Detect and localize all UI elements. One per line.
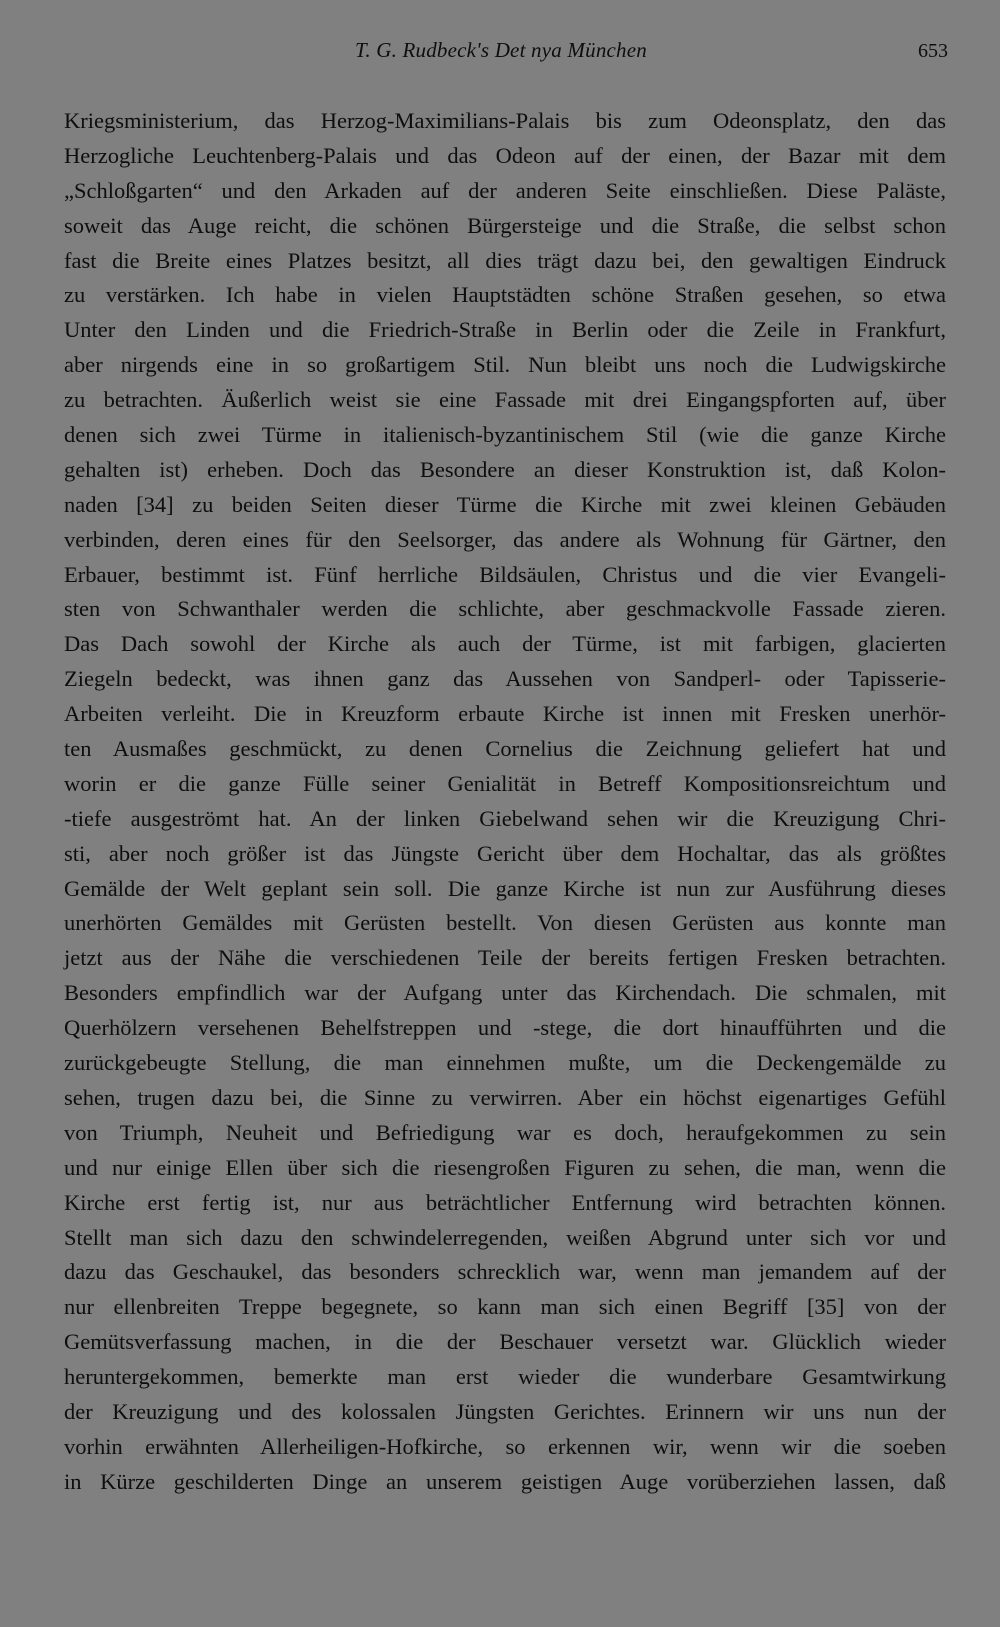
text-line: dazu das Geschaukel, das besonders schrecklich war, wenn man jemandem auf der — [64, 1259, 946, 1285]
text-line: verbinden, deren eines für den Seelsorger, das andere als Wohnung für Gärtner, den — [64, 526, 946, 552]
text-line: sti, aber noch größer ist das Jüngste Gericht über dem Hochaltar, das als größtes — [64, 840, 946, 866]
text-line: Gemälde der Welt geplant sein soll. Die ganze Kirche ist nun zur Ausführung dieses — [64, 875, 946, 901]
text-line: der Kreuzigung und des kolossalen Jüngsten Gerichtes. Erinnern wir uns nun der — [64, 1398, 946, 1424]
text-line: Herzogliche Leuchtenberg-Palais und das Odeon auf der einen, der Bazar mit dem — [64, 142, 946, 168]
text-line: nur ellenbreiten Treppe begegnete, so kann man sich einen Begriff [35] von der — [64, 1294, 946, 1320]
text-line: Kriegsministerium, das Herzog-Maximilians-Palais bis zum Odeonsplatz, den das — [64, 108, 946, 133]
text-line: worin er die ganze Fülle seiner Genialität in Betreff Kompositionsreichtum und — [64, 770, 946, 796]
text-line: Arbeiten verleiht. Die in Kreuzform erbaute Kirche ist innen mit Fresken unerhör- — [64, 701, 946, 727]
text-line: Kirche erst fertig ist, nur aus beträchtlicher Entfernung wird betrachten können. — [64, 1189, 946, 1215]
text-line: Das Dach sowohl der Kirche als auch der Türme, ist mit farbigen, glacierten — [64, 631, 946, 657]
text-line: zurückgebeugte Stellung, die man einnehmen mußte, um die Deckengemälde zu — [64, 1050, 946, 1076]
text-line: jetzt aus der Nähe die verschiedenen Teile der bereits fertigen Fresken betrachten. — [64, 945, 946, 971]
text-line: ten Ausmaßes geschmückt, zu denen Cornelius die Zeichnung geliefert hat und — [64, 736, 946, 762]
text-line: Erbauer, bestimmt ist. Fünf herrliche Bildsäulen, Christus und die vier Evangeli- — [64, 561, 946, 587]
page-header — [0, 38, 1000, 68]
text-line: Ziegeln bedeckt, was ihnen ganz das Aussehen von Sandperl- oder Tapisserie- — [64, 666, 946, 692]
text-line: denen sich zwei Türme in italienisch-byzantinischem Stil (wie die ganze Kirche — [64, 422, 946, 448]
text-line: Besonders empfindlich war der Aufgang unter das Kirchendach. Die schmalen, mit — [64, 980, 946, 1006]
text-line: Querhölzern versehenen Behelfstreppen und -stege, die dort hinaufführten und die — [64, 1015, 946, 1041]
text-line: naden [34] zu beiden Seiten dieser Türme die Kirche mit zwei kleinen Gebäuden — [64, 491, 946, 517]
text-line: sehen, trugen dazu bei, die Sinne zu verwirren. Aber ein höchst eigenartiges Gefühl — [64, 1084, 946, 1110]
text-line: „Schloßgarten“ und den Arkaden auf der anderen Seite einschließen. Diese Paläste, — [64, 177, 946, 203]
page-number: 653 — [918, 40, 948, 62]
text-line: Stellt man sich dazu den schwindelerregenden, weißen Abgrund unter sich vor und — [64, 1224, 946, 1250]
text-line: zu betrachten. Äußerlich weist sie eine Fassade mit drei Eingangspforten auf, über — [64, 387, 946, 413]
text-line: Unter den Linden und die Friedrich-Straße in Berlin oder die Zeile in Frankfurt, — [64, 317, 946, 343]
text-line: heruntergekommen, bemerkte man erst wieder die wunderbare Gesamtwirkung — [64, 1364, 946, 1390]
text-line: sten von Schwanthaler werden die schlichte, aber geschmackvolle Fassade zieren. — [64, 596, 946, 622]
text-line: aber nirgends eine in so großartigem Stil. Nun bleibt uns noch die Ludwigskirche — [64, 352, 946, 378]
text-line: Gemütsverfassung machen, in die der Beschauer versetzt war. Glücklich wieder — [64, 1329, 946, 1355]
text-line: soweit das Auge reicht, die schönen Bürgersteige und die Straße, die selbst schon — [64, 212, 946, 238]
text-line: von Triumph, Neuheit und Befriedigung war es doch, heraufgekommen zu sein — [64, 1119, 946, 1145]
text-line: zu verstärken. Ich habe in vielen Hauptstädten schöne Straßen gesehen, so etwa — [64, 282, 946, 308]
running-title: T. G. Rudbeck's Det nya München — [355, 38, 647, 62]
text-line: und nur einige Ellen über sich die riesengroßen Figuren zu sehen, die man, wenn die — [64, 1154, 946, 1180]
text-line: gehalten ist) erheben. Doch das Besondere an dieser Konstruktion ist, daß Kolon- — [64, 456, 946, 482]
text-line: -tiefe ausgeströmt hat. An der linken Giebelwand sehen wir die Kreuzigung Chri- — [64, 805, 946, 831]
text-line: unerhörten Gemäldes mit Gerüsten bestellt. Von diesen Gerüsten aus konnte man — [64, 910, 946, 936]
text-line: vorhin erwähnten Allerheiligen-Hofkirche, so erkennen wir, wenn wir die soeben — [64, 1433, 946, 1459]
text-line: in Kürze geschilderten Dinge an unserem geistigen Auge vorüberziehen lassen, daß — [64, 1468, 946, 1494]
text-line: fast die Breite eines Platzes besitzt, all dies trägt dazu bei, den gewaltigen Eindruck — [64, 247, 946, 273]
body-text — [64, 104, 946, 1500]
